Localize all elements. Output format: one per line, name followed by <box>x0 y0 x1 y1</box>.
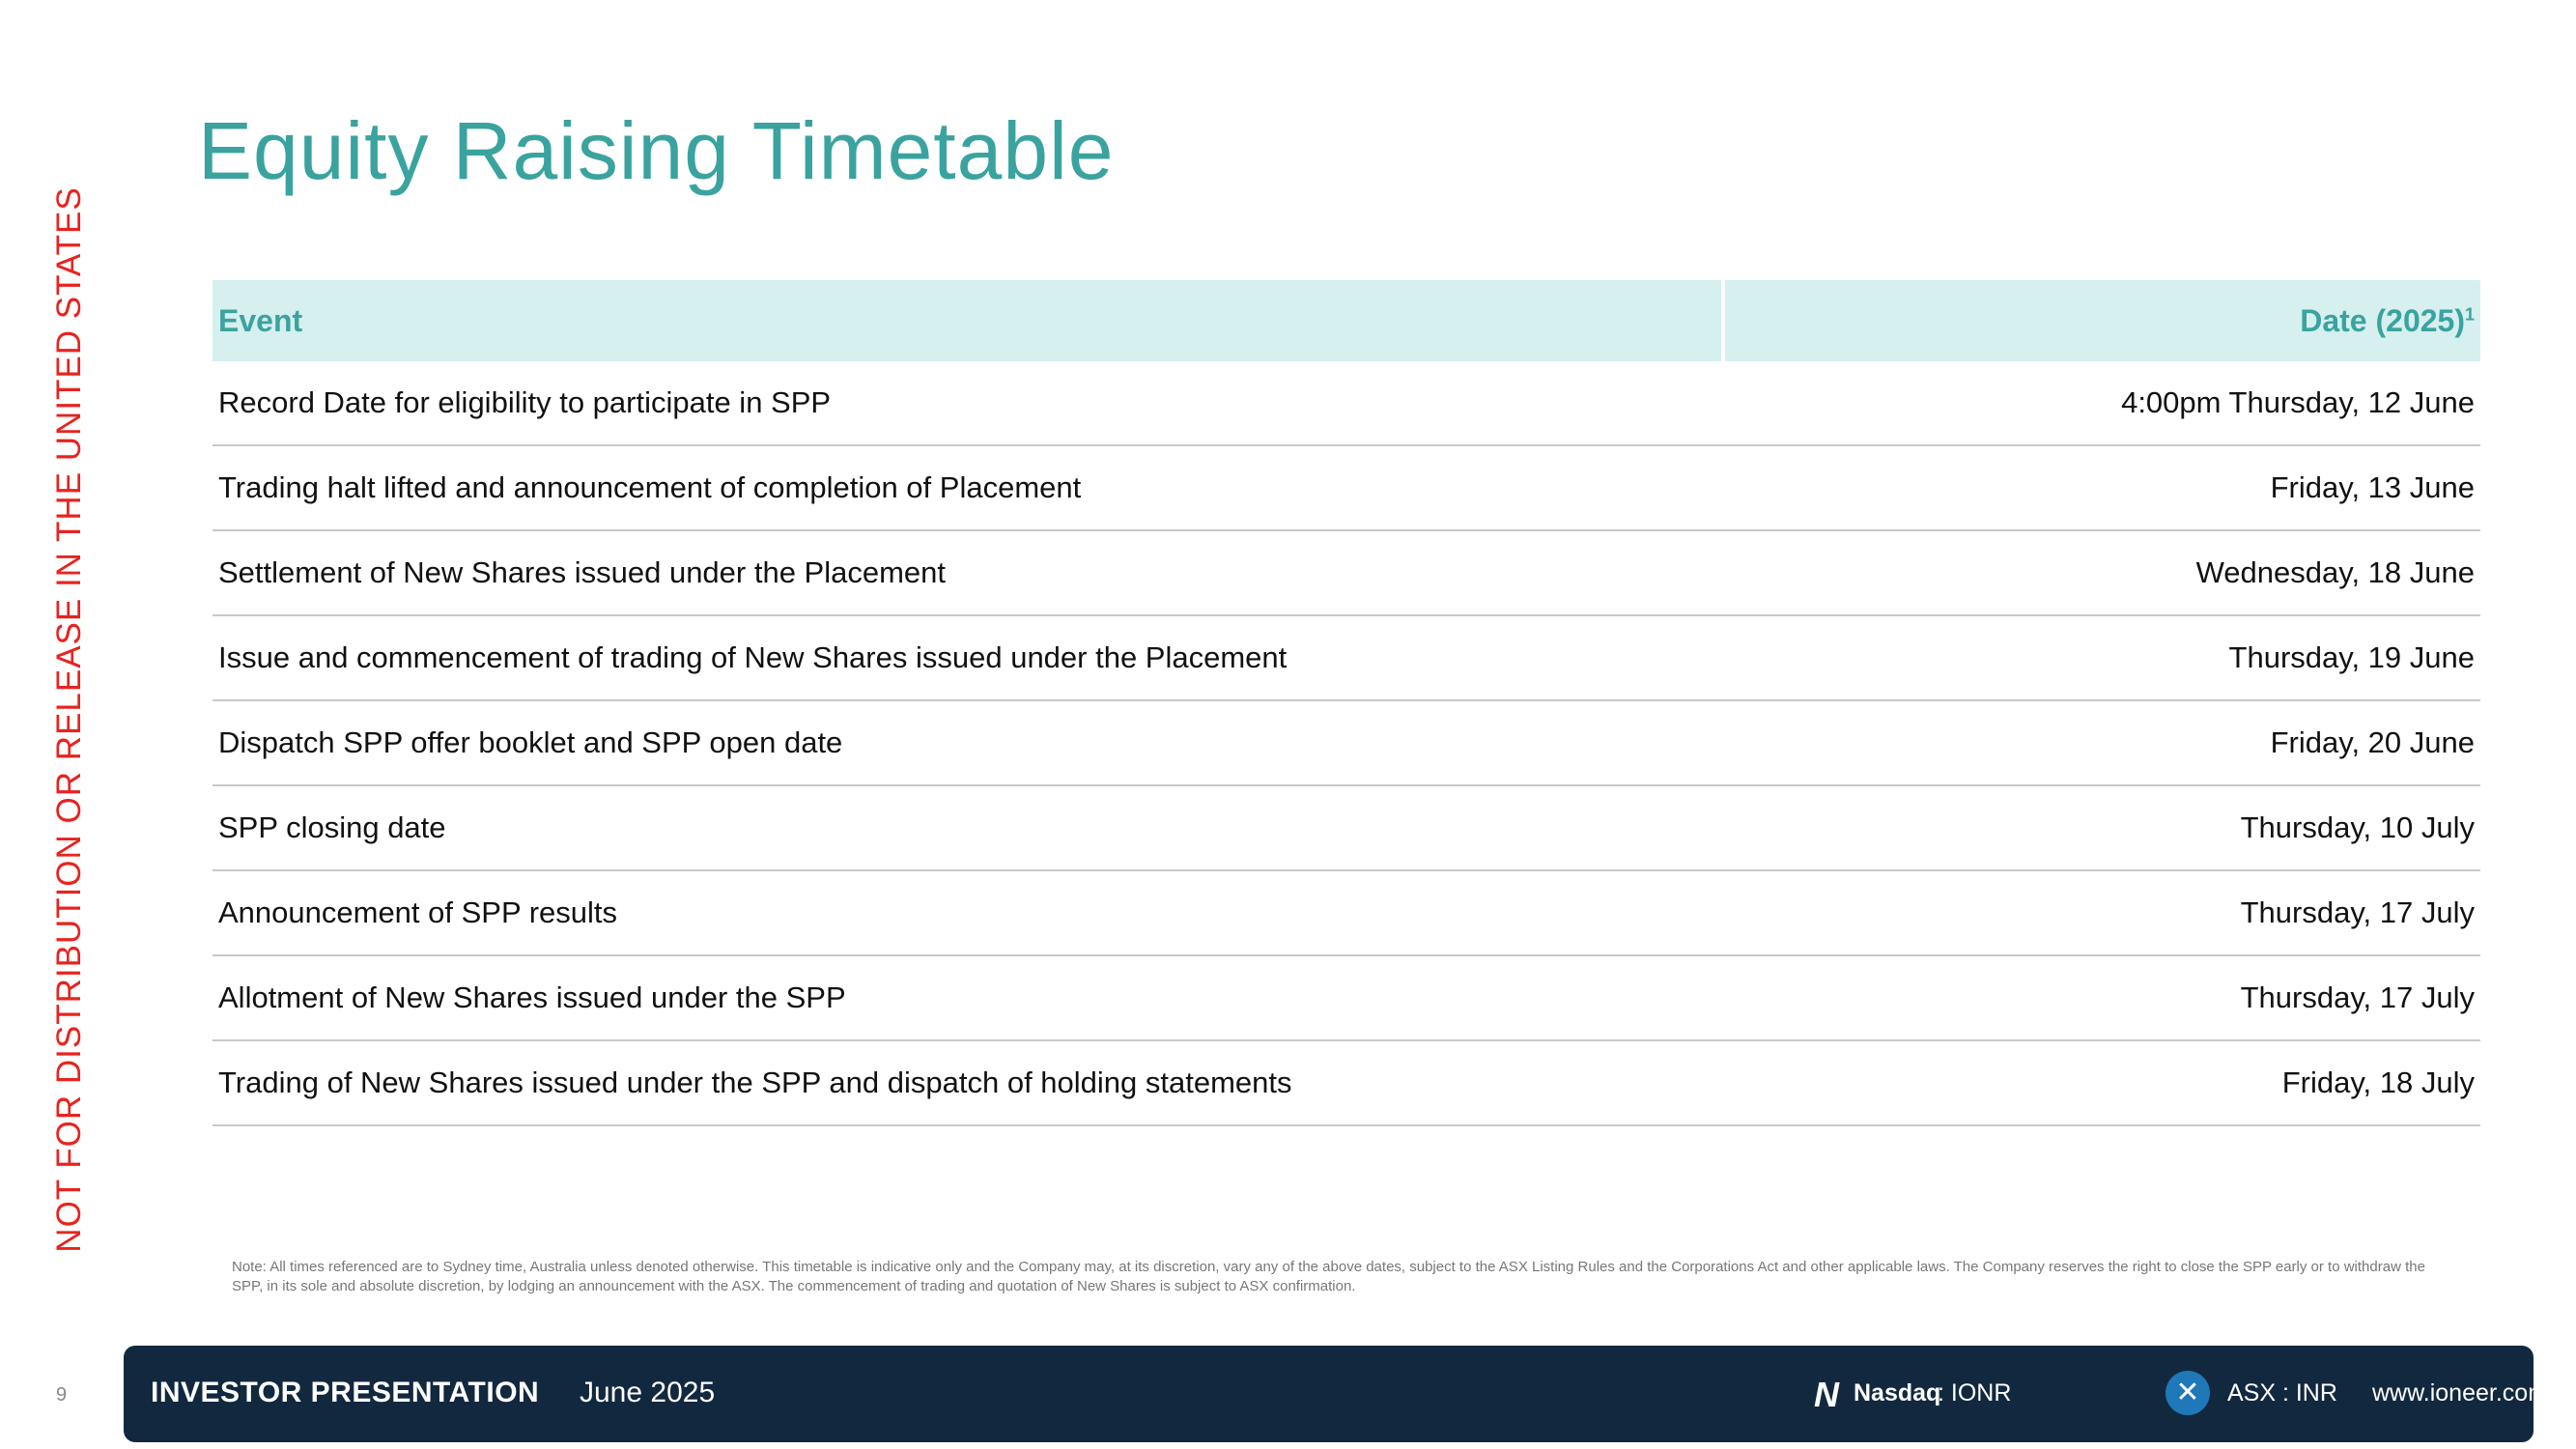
footnote-text: Note: All times referenced are to Sydney time, Australia unless denoted otherwise. This timetable is indicative only and the Company may, at its discretion, vary any of the above dates, subject to the ASX Listing Rules and the Corporations Act and other applicable laws. The Company reserves the right to close the SPP early or to withdraw the SPP, in its sole and absolute discretion, by lodging an announcement with the ASX. The commencement of trading and quotation of New Shares is subject to ASX confirmation. <box>232 1259 2425 1294</box>
table-row <box>212 615 2480 700</box>
column-header-event-label: Event <box>218 302 303 338</box>
footer-date: June 2025 <box>580 1377 716 1408</box>
nasdaq-wordmark: Nasdaq <box>1854 1379 1941 1406</box>
event-cell: Dispatch SPP offer booklet and SPP open date <box>212 700 1723 785</box>
event-cell: Issue and commencement of trading of New Shares issued under the Placement <box>212 615 1723 700</box>
event-cell: Trading of New Shares issued under the SPP and dispatch of holding statements <box>212 1040 1723 1125</box>
table-row <box>212 700 2480 785</box>
date-cell: Thursday, 17 July <box>1723 870 2480 955</box>
column-header-date-label: Date (2025) <box>2300 302 2465 338</box>
event-cell: Record Date for eligibility to participate in SPP <box>212 361 1723 445</box>
date-cell: Wednesday, 18 June <box>1723 530 2480 615</box>
footer-bar <box>124 1346 2549 1442</box>
date-cell: 4:00pm Thursday, 12 June <box>1723 361 2480 445</box>
page-number: 9 <box>56 1384 68 1406</box>
table-row <box>212 870 2480 955</box>
date-footnote-marker: 1 <box>2464 303 2475 324</box>
event-cell: Announcement of SPP results <box>212 870 1723 955</box>
event-cell: Trading halt lifted and announcement of completion of Placement <box>212 445 1723 530</box>
event-cell: Allotment of New Shares issued under the SPP <box>212 955 1723 1040</box>
table-row <box>212 445 2480 530</box>
page-title: Equity Raising Timetable <box>198 105 1115 196</box>
date-cell: Thursday, 19 June <box>1723 615 2480 700</box>
table-row <box>212 1040 2480 1125</box>
event-cell: Settlement of New Shares issued under the Placement <box>212 530 1723 615</box>
table-header-row <box>212 280 2480 361</box>
event-cell: SPP closing date <box>212 785 1723 870</box>
date-cell: Friday, 13 June <box>1723 445 2480 530</box>
table-row <box>212 530 2480 615</box>
asx-ticker: ASX : INR <box>2227 1379 2337 1406</box>
timetable-table <box>212 280 2480 1126</box>
asx-logo-icon: ✕ <box>2166 1371 2210 1415</box>
timetable <box>212 280 2480 1126</box>
website-link[interactable]: www.ioneer.com <box>2372 1379 2549 1406</box>
date-cell: Thursday, 17 July <box>1723 955 2480 1040</box>
date-cell: Friday, 18 July <box>1723 1040 2480 1125</box>
column-header-event <box>212 280 1723 361</box>
table-row <box>212 955 2480 1040</box>
table-row <box>212 361 2480 445</box>
nasdaq-logo-icon: N <box>1814 1375 1839 1414</box>
table-row <box>212 785 2480 870</box>
footer-presentation-label: INVESTOR PRESENTATION <box>151 1377 540 1408</box>
date-cell: Friday, 20 June <box>1723 700 2480 785</box>
date-cell: Thursday, 10 July <box>1723 785 2480 870</box>
nasdaq-ticker: : IONR <box>1938 1379 2012 1406</box>
distribution-warning-banner: NOT FOR DISTRIBUTION OR RELEASE IN THE UNITED STATES <box>50 186 88 1253</box>
column-header-date <box>1723 280 2480 361</box>
